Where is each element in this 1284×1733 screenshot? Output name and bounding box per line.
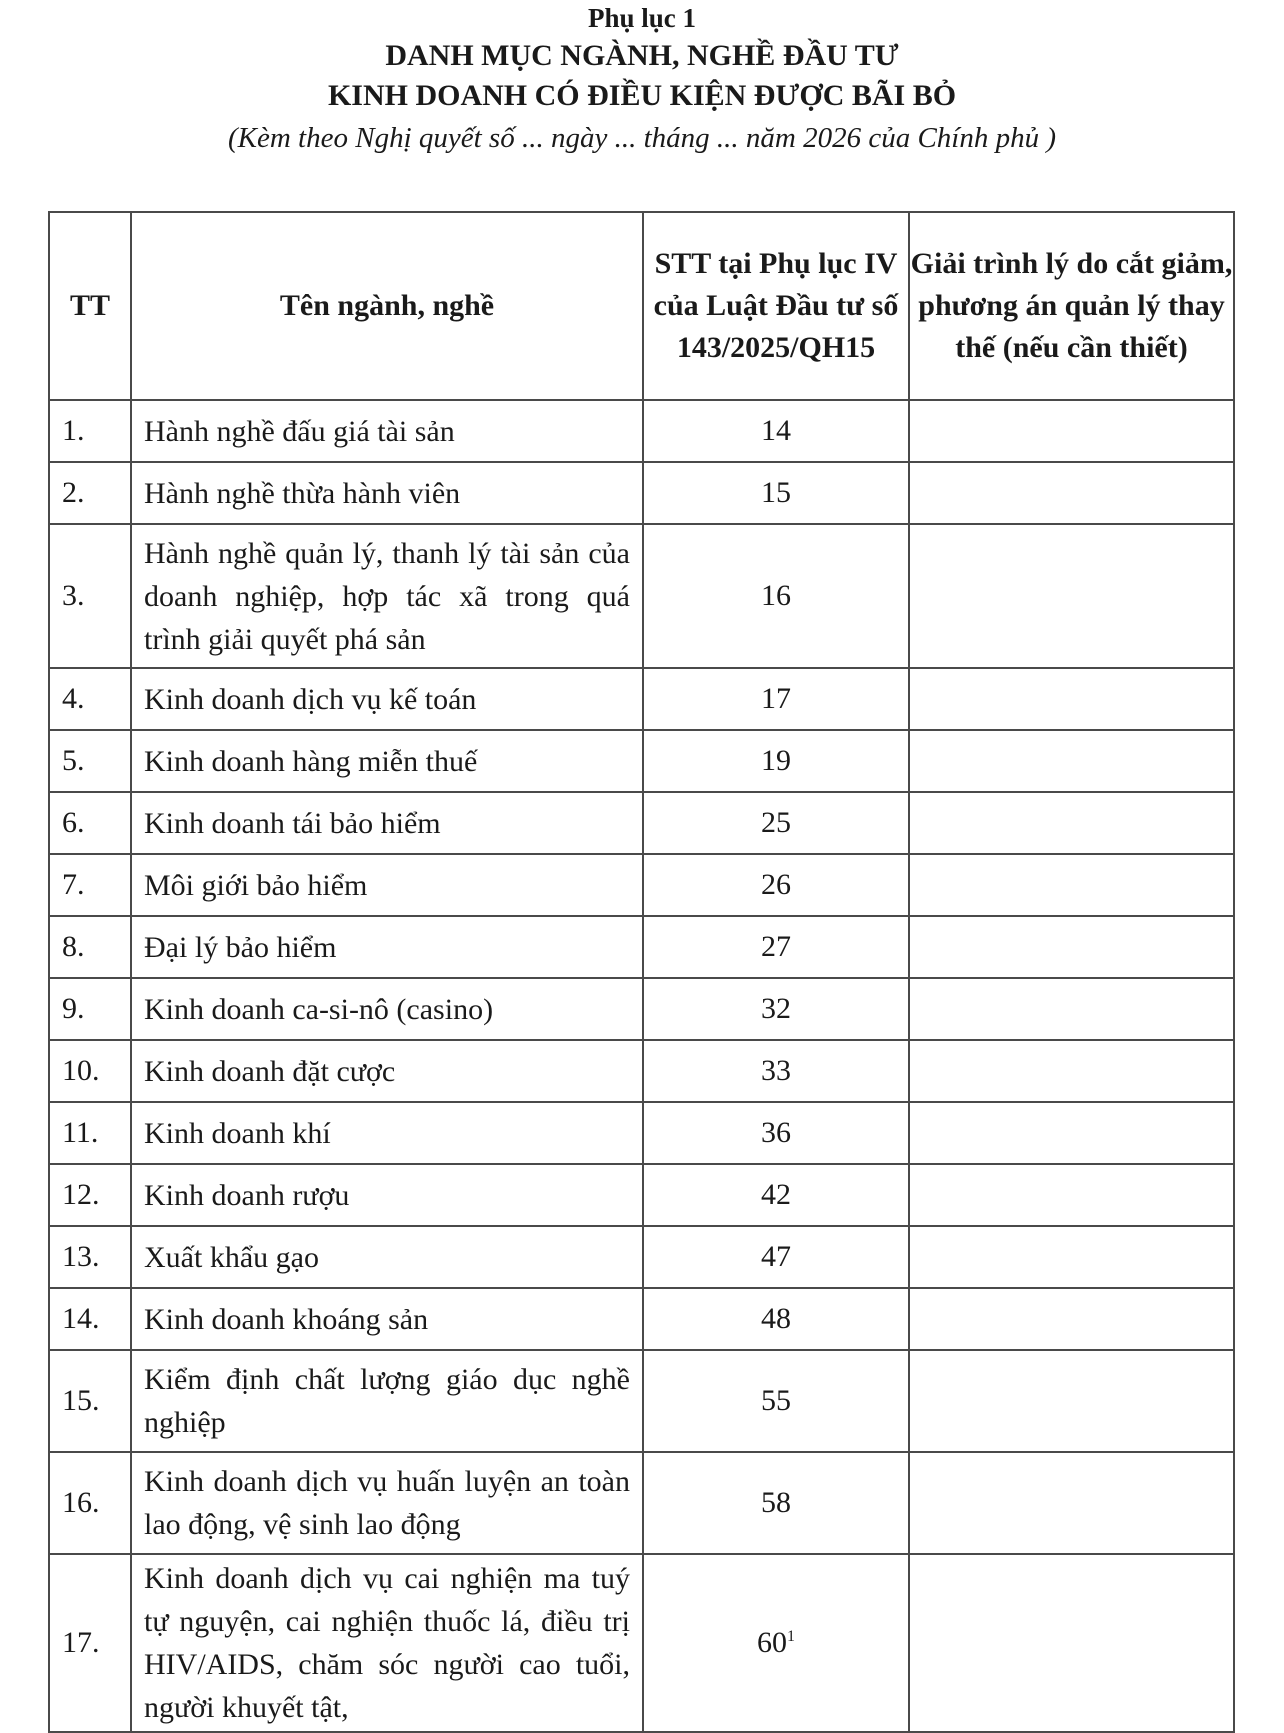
footnote-marker[interactable]: 1	[787, 1628, 795, 1645]
row-stt: 16	[643, 524, 909, 668]
row-note	[909, 1350, 1234, 1452]
row-stt: 42	[643, 1164, 909, 1226]
row-business-name: Kinh doanh đặt cược	[131, 1040, 643, 1102]
table-row	[49, 1040, 1234, 1102]
row-stt: 25	[643, 792, 909, 854]
table-row	[49, 462, 1234, 524]
row-note	[909, 1226, 1234, 1288]
table-row	[49, 668, 1234, 730]
row-business-name: Hành nghề thừa hành viên	[131, 462, 643, 524]
table-row	[49, 1554, 1234, 1732]
row-number: 13.	[49, 1226, 131, 1288]
row-stt: 36	[643, 1102, 909, 1164]
row-number: 3.	[49, 524, 131, 668]
row-business-name: Kinh doanh dịch vụ huấn luyện an toàn lao động, vệ sinh lao động	[131, 1452, 643, 1554]
row-note	[909, 792, 1234, 854]
row-stt: 19	[643, 730, 909, 792]
document-title-line-2: KINH DOANH CÓ ĐIỀU KIỆN ĐƯỢC BÃI BỎ	[327, 79, 957, 112]
row-note	[909, 1554, 1234, 1732]
row-business-name: Kinh doanh dịch vụ kế toán	[131, 668, 643, 730]
row-note	[909, 524, 1234, 668]
row-stt: 33	[643, 1040, 909, 1102]
table-row	[49, 1350, 1234, 1452]
row-stt: 15	[643, 462, 909, 524]
row-note	[909, 1452, 1234, 1554]
table-row	[49, 400, 1234, 462]
regulated-business-table	[48, 211, 1235, 1733]
row-number: 11.	[49, 1102, 131, 1164]
row-number: 8.	[49, 916, 131, 978]
row-number: 12.	[49, 1164, 131, 1226]
table-row	[49, 916, 1234, 978]
row-business-name: Môi giới bảo hiểm	[131, 854, 643, 916]
header-tt: TT	[49, 212, 131, 400]
appendix-label: Phụ lục 1	[587, 3, 697, 33]
row-number: 2.	[49, 462, 131, 524]
row-stt: 14	[643, 400, 909, 462]
header-note: Giải trình lý do cắt giảm, phương án quản lý thay thế (nếu cần thiết)	[909, 212, 1234, 400]
table-row	[49, 1164, 1234, 1226]
row-note	[909, 916, 1234, 978]
row-stt: 27	[643, 916, 909, 978]
table-row	[49, 1452, 1234, 1554]
table-row	[49, 1288, 1234, 1350]
row-business-name: Hành nghề quản lý, thanh lý tài sản của doanh nghiệp, hợp tác xã trong quá trình giải quyết phá sản	[131, 524, 643, 668]
row-business-name: Kinh doanh dịch vụ cai nghiện ma tuý tự nguyện, cai nghiện thuốc lá, điều trị HIV/AIDS, chăm sóc người cao tuổi, người khuyết tật,	[131, 1554, 643, 1732]
row-note	[909, 668, 1234, 730]
document-subtitle: (Kèm theo Nghị quyết số ... ngày ... tháng ... năm 2026 của Chính phủ )	[227, 122, 1057, 154]
row-number: 7.	[49, 854, 131, 916]
row-business-name: Đại lý bảo hiểm	[131, 916, 643, 978]
row-number: 9.	[49, 978, 131, 1040]
header-name: Tên ngành, nghề	[131, 212, 643, 400]
row-note	[909, 1040, 1234, 1102]
document-title-line-1: DANH MỤC NGÀNH, NGHỀ ĐẦU TƯ	[385, 39, 899, 72]
row-stt: 55	[643, 1350, 909, 1452]
row-note	[909, 978, 1234, 1040]
row-stt: 32	[643, 978, 909, 1040]
row-number: 6.	[49, 792, 131, 854]
row-number: 14.	[49, 1288, 131, 1350]
row-number: 17.	[49, 1554, 131, 1732]
table-header-row	[49, 212, 1234, 400]
row-stt: 26	[643, 854, 909, 916]
row-note	[909, 1102, 1234, 1164]
row-note	[909, 462, 1234, 524]
row-note	[909, 1288, 1234, 1350]
row-number: 1.	[49, 400, 131, 462]
row-stt: 60	[757, 1626, 787, 1659]
row-business-name: Kiểm định chất lượng giáo dục nghề nghiệp	[131, 1350, 643, 1452]
table-row	[49, 1226, 1234, 1288]
table-row	[49, 792, 1234, 854]
row-business-name: Kinh doanh rượu	[131, 1164, 643, 1226]
row-business-name: Kinh doanh tái bảo hiểm	[131, 792, 643, 854]
table-row	[49, 730, 1234, 792]
row-stt: 17	[643, 668, 909, 730]
row-stt: 48	[643, 1288, 909, 1350]
row-note	[909, 400, 1234, 462]
table-row	[49, 524, 1234, 668]
table-row	[49, 978, 1234, 1040]
row-business-name: Xuất khẩu gạo	[131, 1226, 643, 1288]
row-stt: 58	[643, 1452, 909, 1554]
row-stt: 47	[643, 1226, 909, 1288]
row-number: 5.	[49, 730, 131, 792]
row-note	[909, 730, 1234, 792]
row-note	[909, 854, 1234, 916]
table-row	[49, 1102, 1234, 1164]
row-number: 4.	[49, 668, 131, 730]
row-business-name: Kinh doanh hàng miễn thuế	[131, 730, 643, 792]
row-business-name: Hành nghề đấu giá tài sản	[131, 400, 643, 462]
row-business-name: Kinh doanh khí	[131, 1102, 643, 1164]
row-number: 10.	[49, 1040, 131, 1102]
row-business-name: Kinh doanh khoáng sản	[131, 1288, 643, 1350]
row-stt-cell	[643, 1554, 909, 1732]
table-row	[49, 854, 1234, 916]
row-number: 16.	[49, 1452, 131, 1554]
header-stt: STT tại Phụ lục IV của Luật Đầu tư số 143/2025/QH15	[643, 212, 909, 400]
row-note	[909, 1164, 1234, 1226]
row-number: 15.	[49, 1350, 131, 1452]
row-business-name: Kinh doanh ca-si-nô (casino)	[131, 978, 643, 1040]
